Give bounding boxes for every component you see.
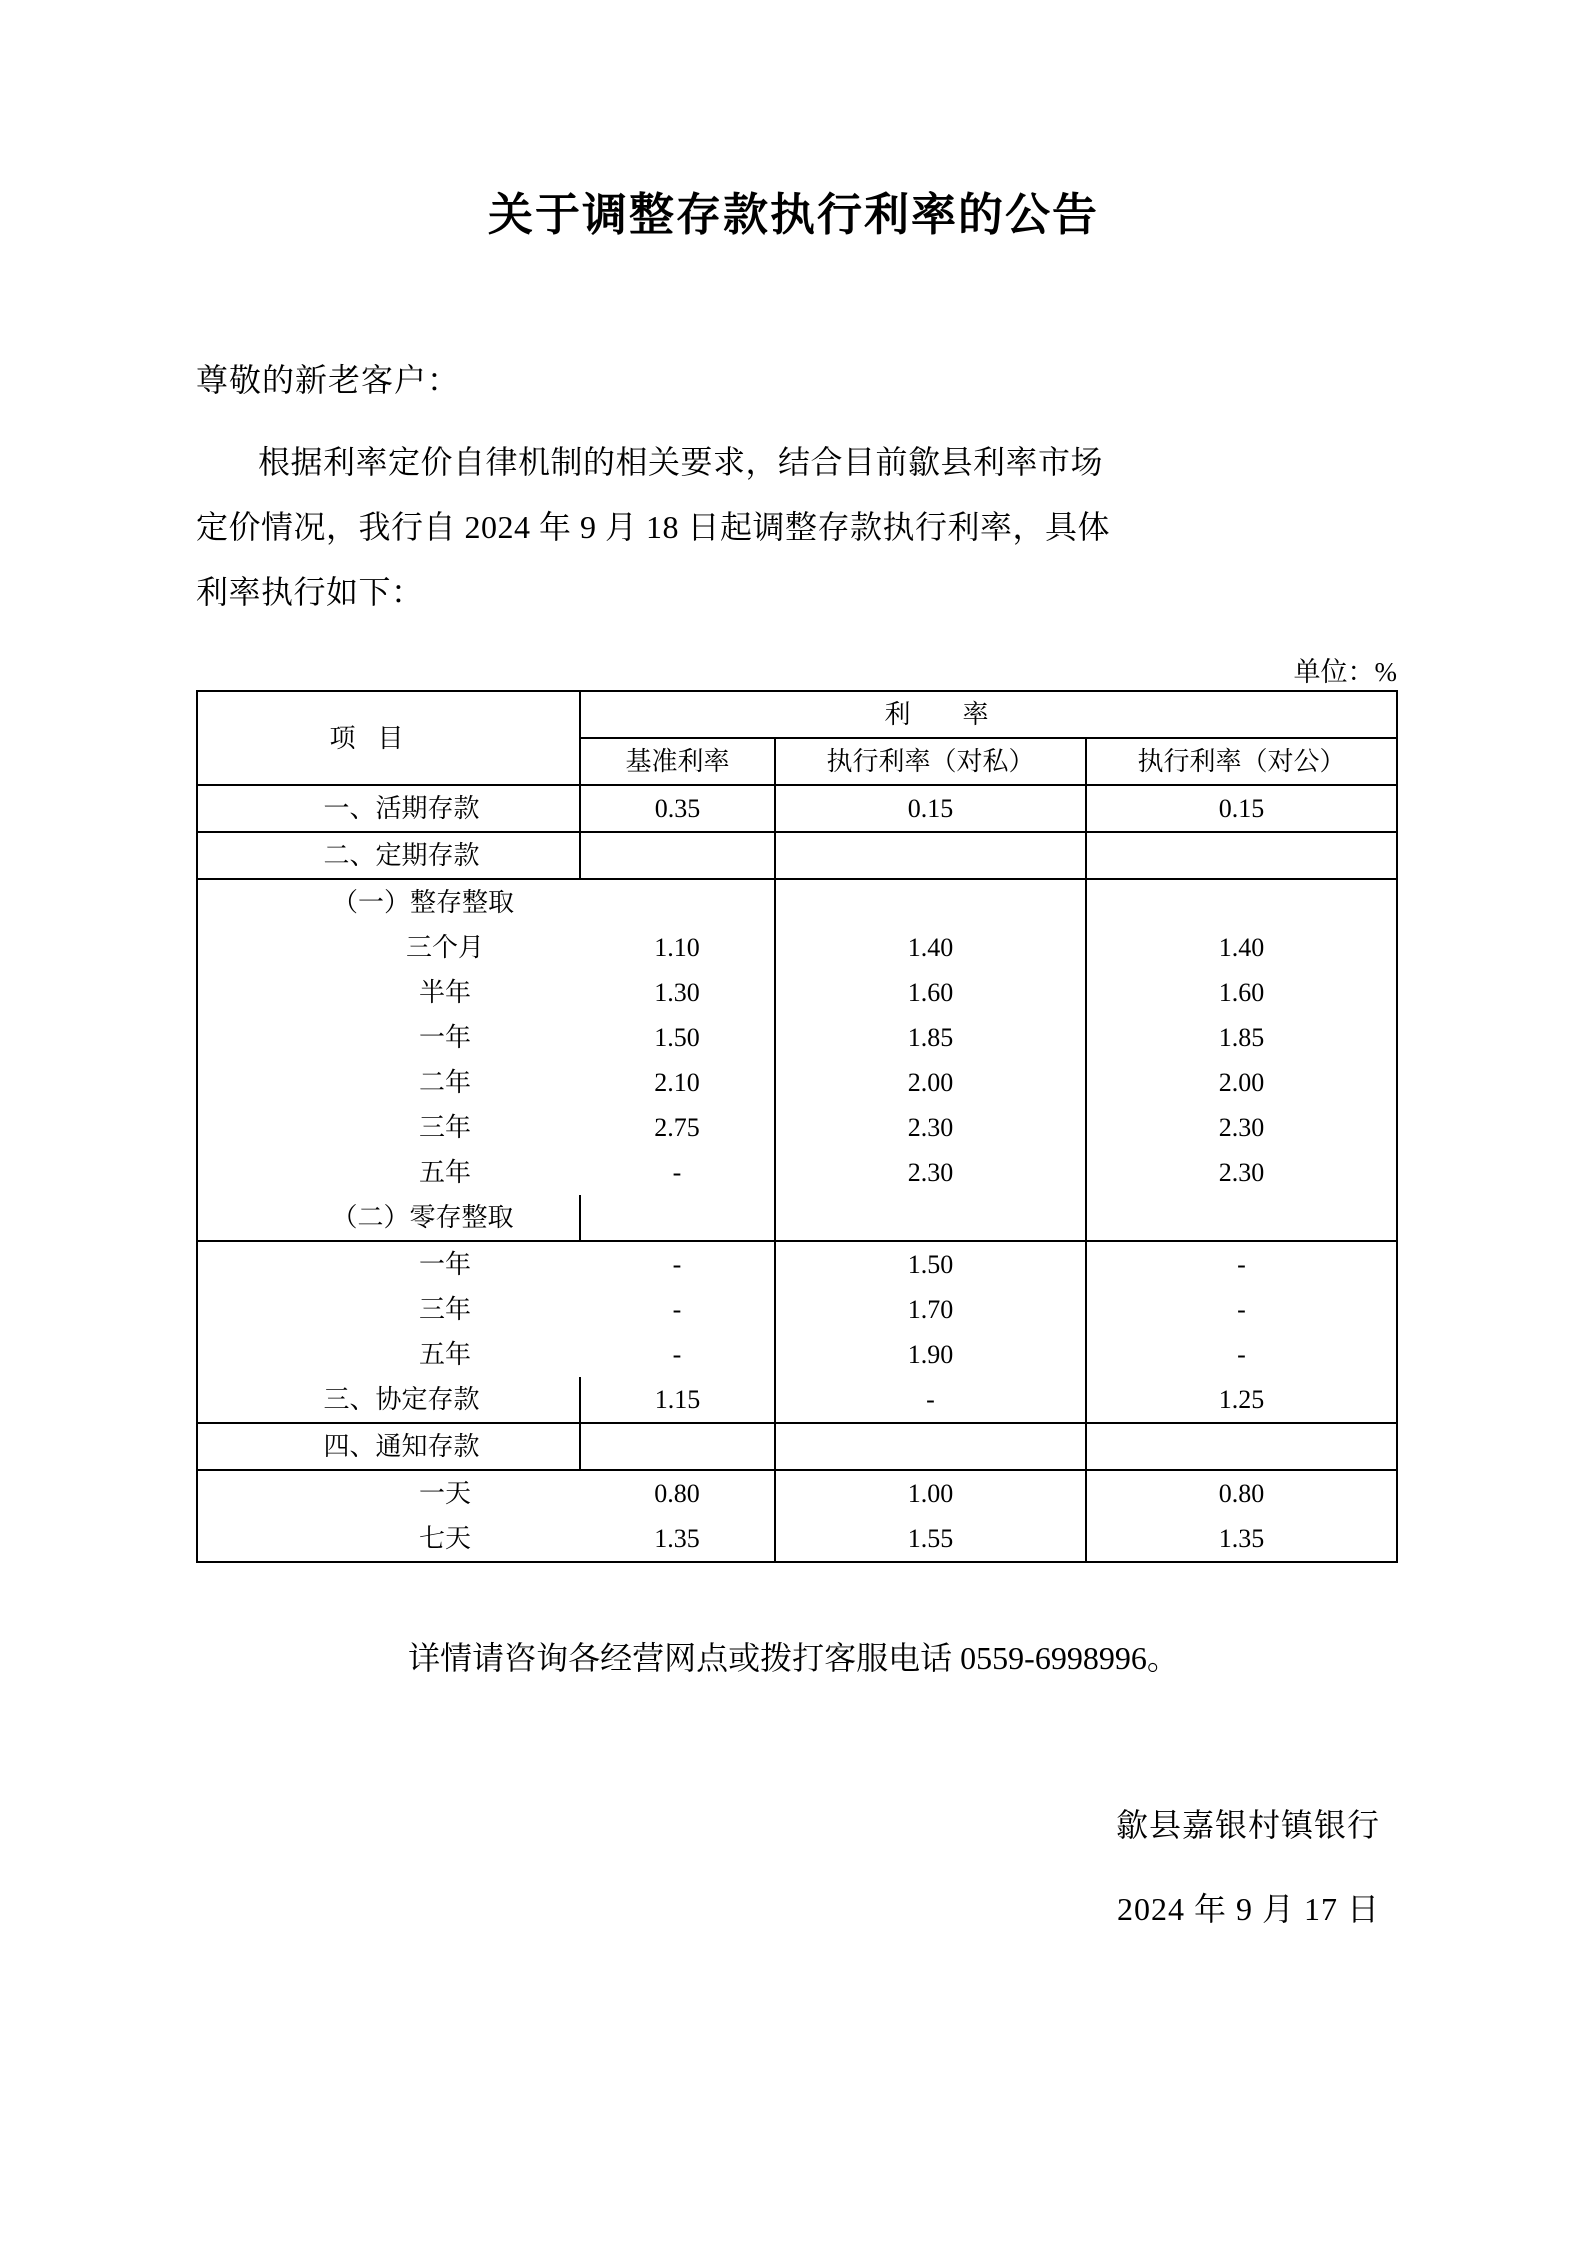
signature-block xyxy=(0,1800,1380,1968)
cell-private-rate: 0.15 xyxy=(775,785,1086,832)
cell-benchmark-rate xyxy=(580,1195,775,1241)
row-item-label: 五年 xyxy=(197,1150,580,1195)
row-item-label: 二、定期存款 xyxy=(197,832,580,879)
table-row xyxy=(197,1015,1397,1060)
row-item-label: 一天 xyxy=(197,1470,580,1516)
row-item-label: 一年 xyxy=(197,1241,580,1287)
cell-benchmark-rate: 1.15 xyxy=(580,1377,775,1423)
table-row xyxy=(197,1332,1397,1377)
cell-corporate-rate: 2.30 xyxy=(1086,1150,1397,1195)
column-header-item: 项目 xyxy=(197,691,580,785)
cell-corporate-rate xyxy=(1086,1195,1397,1241)
cell-private-rate xyxy=(775,832,1086,879)
row-item-label: 一、活期存款 xyxy=(197,785,580,832)
cell-corporate-rate: 1.85 xyxy=(1086,1015,1397,1060)
cell-private-rate: - xyxy=(775,1377,1086,1423)
table-row xyxy=(197,879,1397,925)
organization-name: 歙县嘉银村镇银行 xyxy=(1115,1807,1380,1843)
table-row xyxy=(197,1195,1397,1241)
cell-private-rate xyxy=(775,879,1086,925)
table-header-row-top xyxy=(197,691,1397,738)
cell-private-rate: 1.00 xyxy=(775,1470,1086,1516)
cell-benchmark-rate: - xyxy=(580,1150,775,1195)
table-row xyxy=(197,1060,1397,1105)
row-item-label: 五年 xyxy=(197,1332,580,1377)
cell-private-rate xyxy=(775,1195,1086,1241)
cell-private-rate: 2.30 xyxy=(775,1150,1086,1195)
body-paragraph-line-2: 定价情况，我行自 2024 年 9 月 18 日起调整存款执行利率，具体 xyxy=(196,509,1111,545)
cell-private-rate: 1.40 xyxy=(775,925,1086,970)
table-row xyxy=(197,925,1397,970)
rate-table-container xyxy=(196,690,1396,1563)
cell-corporate-rate: 1.25 xyxy=(1086,1377,1397,1423)
cell-benchmark-rate: 0.35 xyxy=(580,785,775,832)
table-row xyxy=(197,1423,1397,1470)
cell-benchmark-rate: 1.35 xyxy=(580,1516,775,1562)
cell-benchmark-rate xyxy=(580,1423,775,1470)
cell-corporate-rate xyxy=(1086,1423,1397,1470)
table-row xyxy=(197,970,1397,1015)
table-row xyxy=(197,1105,1397,1150)
row-item-label: 半年 xyxy=(197,970,580,1015)
cell-benchmark-rate: - xyxy=(580,1241,775,1287)
cell-benchmark-rate: 0.80 xyxy=(580,1470,775,1516)
cell-corporate-rate: 0.80 xyxy=(1086,1470,1397,1516)
row-item-label: 三年 xyxy=(197,1287,580,1332)
row-item-label: （二）零存整取 xyxy=(197,1195,580,1241)
cell-private-rate: 1.85 xyxy=(775,1015,1086,1060)
row-item-label: 三、协定存款 xyxy=(197,1377,580,1423)
cell-private-rate: 1.60 xyxy=(775,970,1086,1015)
cell-corporate-rate: 1.40 xyxy=(1086,925,1397,970)
cell-private-rate: 1.55 xyxy=(775,1516,1086,1562)
cell-benchmark-rate: - xyxy=(580,1332,775,1377)
cell-benchmark-rate xyxy=(580,832,775,879)
cell-benchmark-rate: 2.10 xyxy=(580,1060,775,1105)
row-item-label: 四、通知存款 xyxy=(197,1423,580,1470)
cell-corporate-rate: 1.35 xyxy=(1086,1516,1397,1562)
table-row xyxy=(197,1516,1397,1562)
salutation-text: 尊敬的新老客户： xyxy=(196,362,461,398)
cell-private-rate: 1.70 xyxy=(775,1287,1086,1332)
cell-corporate-rate: 2.00 xyxy=(1086,1060,1397,1105)
cell-private-rate: 2.00 xyxy=(775,1060,1086,1105)
column-header-corporate: 执行利率（对公） xyxy=(1086,738,1397,785)
column-header-rate-group: 利率 xyxy=(580,691,1397,738)
table-row xyxy=(197,1287,1397,1332)
table-row xyxy=(197,1241,1397,1287)
row-item-label: 三年 xyxy=(197,1105,580,1150)
cell-corporate-rate: - xyxy=(1086,1332,1397,1377)
cell-benchmark-rate: 1.50 xyxy=(580,1015,775,1060)
table-row xyxy=(197,785,1397,832)
table-row xyxy=(197,1150,1397,1195)
cell-benchmark-rate xyxy=(580,879,775,925)
cell-private-rate xyxy=(775,1423,1086,1470)
cell-private-rate: 1.50 xyxy=(775,1241,1086,1287)
table-row xyxy=(197,1470,1397,1516)
column-header-private: 执行利率（对私） xyxy=(775,738,1086,785)
cell-benchmark-rate: 1.30 xyxy=(580,970,775,1015)
cell-corporate-rate: 2.30 xyxy=(1086,1105,1397,1150)
row-item-label: 二年 xyxy=(197,1060,580,1105)
cell-private-rate: 1.90 xyxy=(775,1332,1086,1377)
row-item-label: （一）整存整取 xyxy=(197,879,580,925)
body-paragraph-line-3: 利率执行如下： xyxy=(196,574,424,610)
customer-service-note: 详情请咨询各经营网点或拨打客服电话 0559-6998996。 xyxy=(408,1640,1179,1676)
cell-benchmark-rate: - xyxy=(580,1287,775,1332)
page-title: 关于调整存款执行利率的公告 xyxy=(487,188,1099,241)
row-item-label: 一年 xyxy=(197,1015,580,1060)
cell-corporate-rate: 0.15 xyxy=(1086,785,1397,832)
body-paragraph-line-1: 根据利率定价自律机制的相关要求，结合目前歙县利率市场 xyxy=(258,444,1104,480)
column-header-benchmark: 基准利率 xyxy=(580,738,775,785)
deposit-rate-table xyxy=(196,690,1398,1563)
cell-corporate-rate: - xyxy=(1086,1241,1397,1287)
row-item-label: 七天 xyxy=(197,1516,580,1562)
table-row xyxy=(197,832,1397,879)
cell-corporate-rate: - xyxy=(1086,1287,1397,1332)
row-item-label: 三个月 xyxy=(197,925,580,970)
cell-corporate-rate xyxy=(1086,832,1397,879)
cell-benchmark-rate: 1.10 xyxy=(580,925,775,970)
unit-label: 单位：% xyxy=(1293,657,1397,687)
cell-benchmark-rate: 2.75 xyxy=(580,1105,775,1150)
cell-corporate-rate xyxy=(1086,879,1397,925)
issue-date: 2024 年 9 月 17 日 xyxy=(1116,1891,1380,1927)
cell-private-rate: 2.30 xyxy=(775,1105,1086,1150)
table-row xyxy=(197,1377,1397,1423)
cell-corporate-rate: 1.60 xyxy=(1086,970,1397,1015)
